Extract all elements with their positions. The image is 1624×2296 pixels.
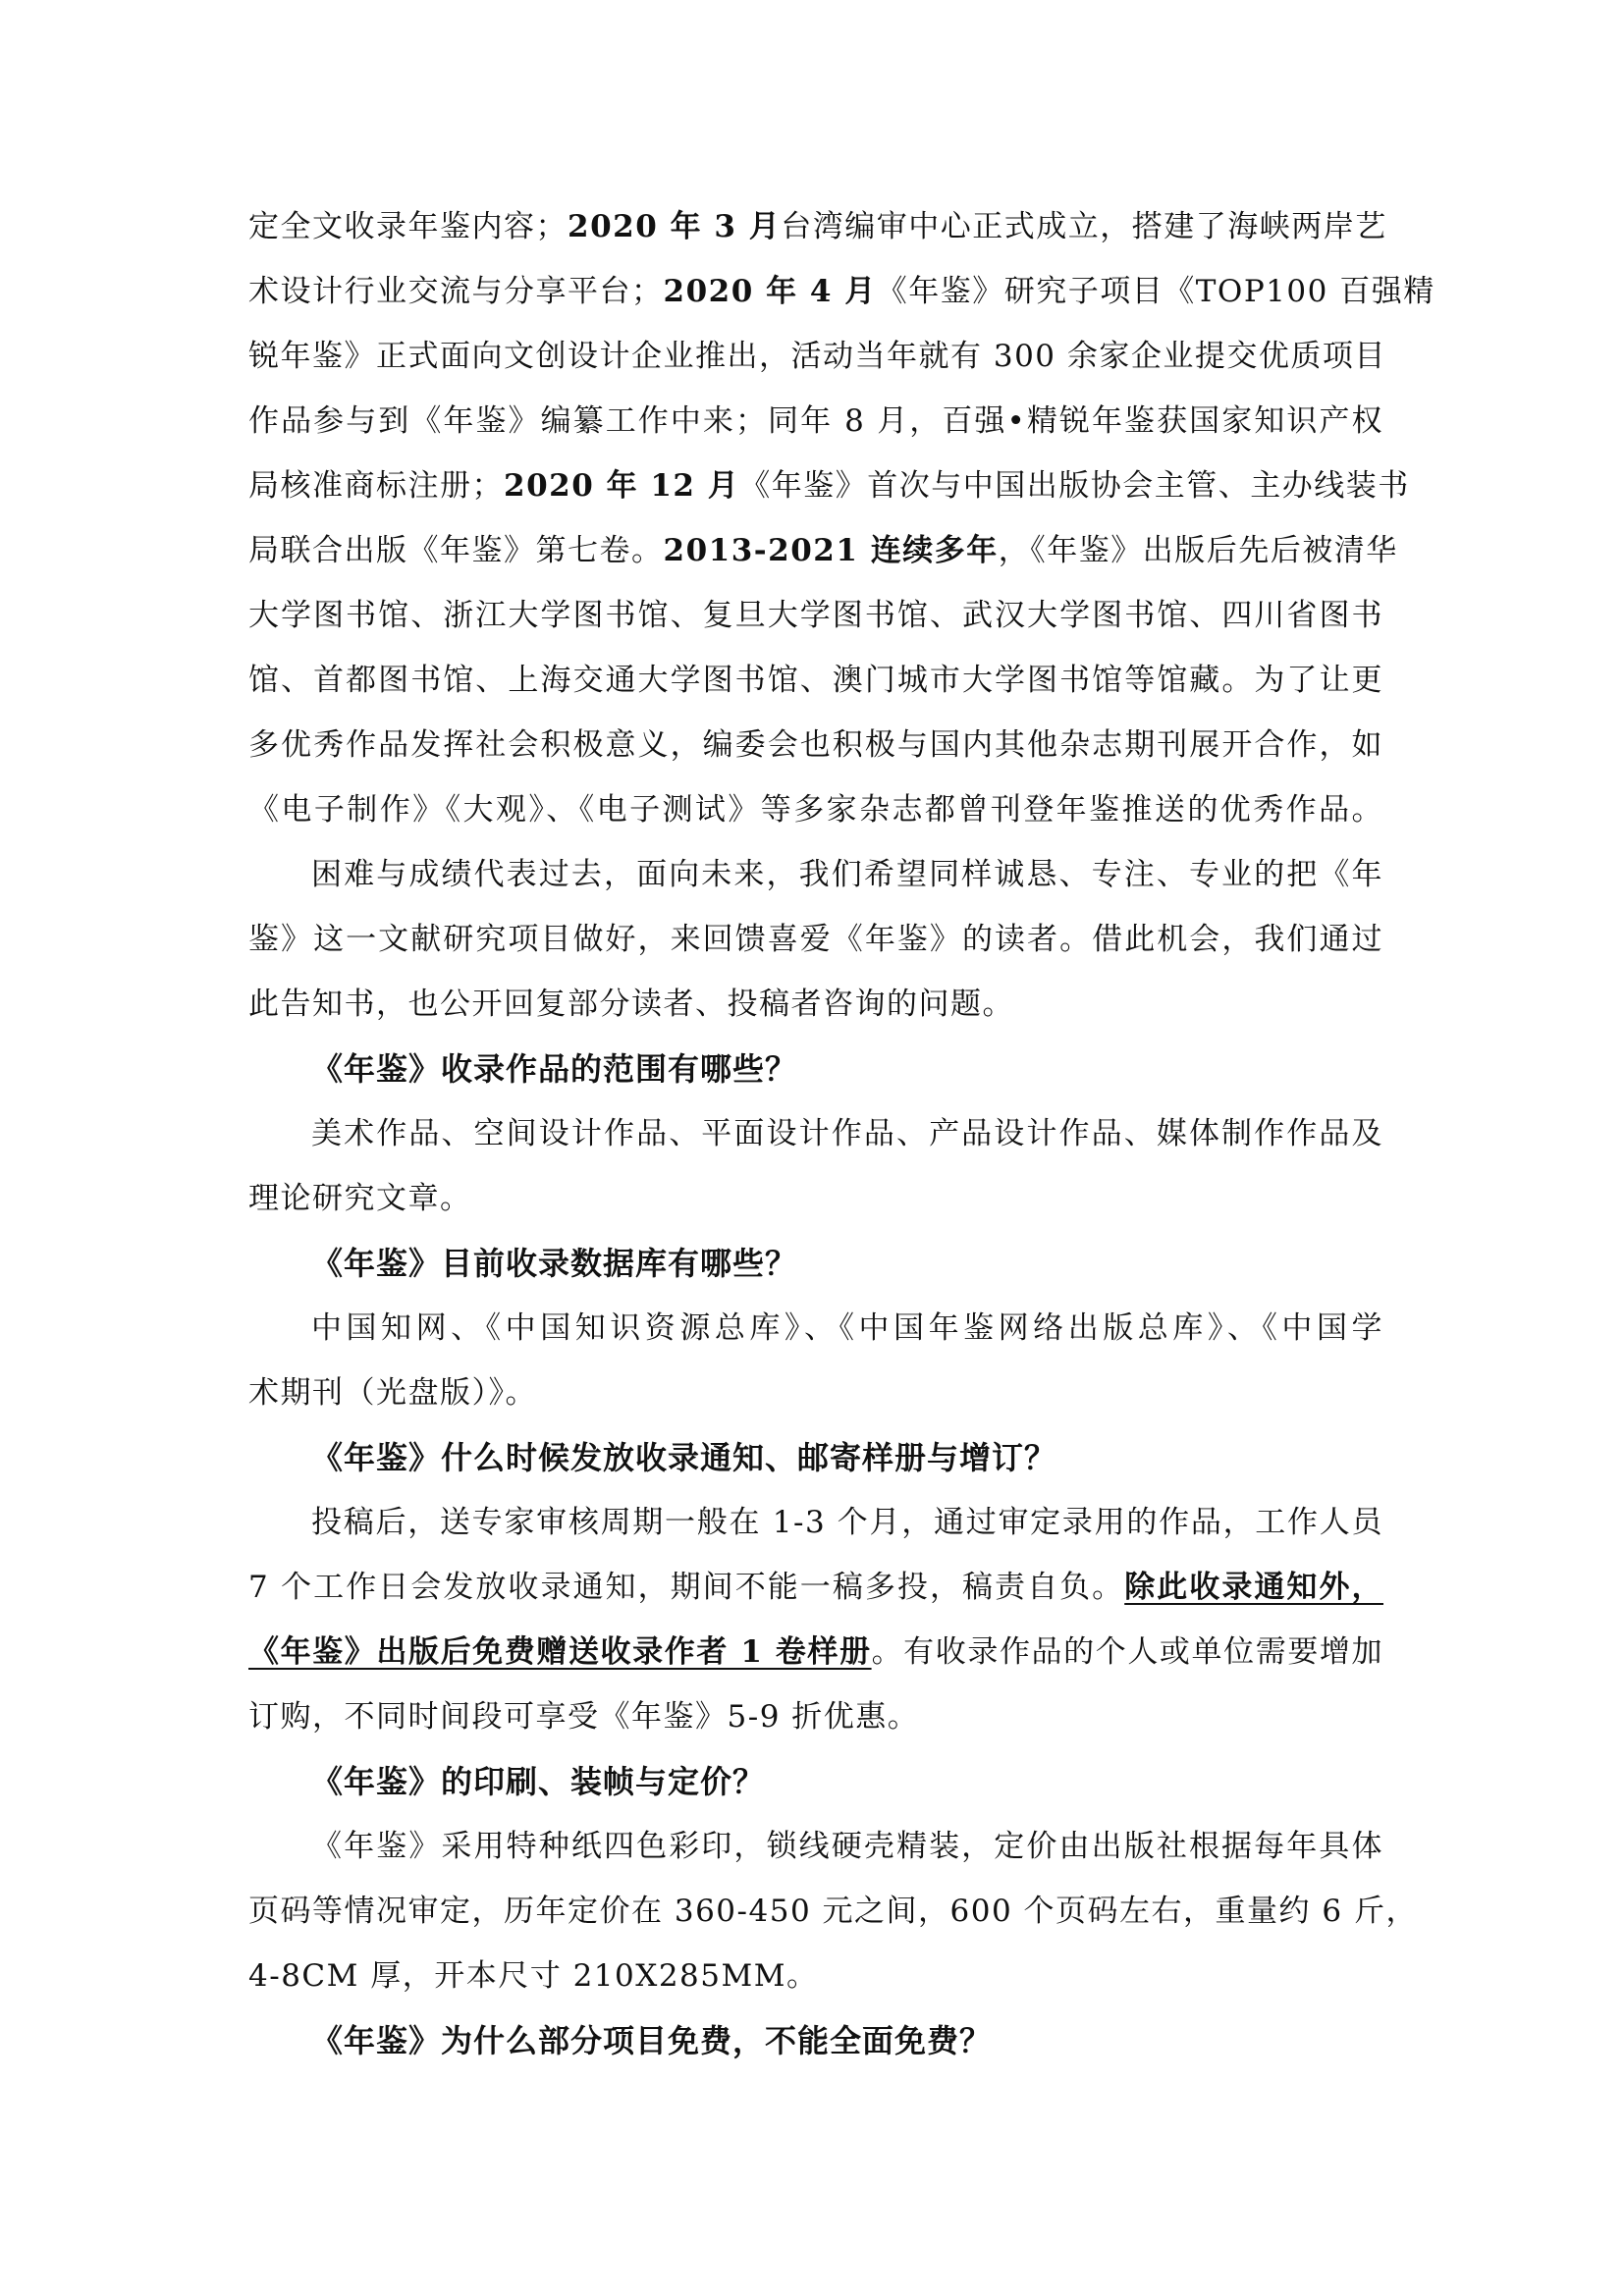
emphasis-underlined: 除此收录通知外， — [1124, 1570, 1384, 1605]
emphasis-date: 2013-2021 连续多年 — [663, 533, 999, 568]
text-run: 多优秀作品发挥社会积极意义，编委会也积极与国内其他杂志期刊展开合作，如 — [248, 727, 1383, 763]
text-run: 。有收录作品的个人或单位需要增加 — [871, 1634, 1384, 1670]
body-line: 页码等情况审定，历年定价在 360-450 元之间，600 个页码左右，重量约 6 斤， — [248, 1894, 1418, 1929]
body-line — [248, 1620, 1383, 1684]
body-line — [248, 518, 1398, 583]
body-line — [248, 1555, 1383, 1620]
body-line — [248, 389, 1383, 454]
text-run: 定全文收录年鉴内容； — [248, 209, 568, 244]
text-run: 术设计行业交流与分享平台； — [248, 274, 664, 309]
body-line: 美术作品、空间设计作品、平面设计作品、产品设计作品、媒体制作作品及 — [311, 1116, 1383, 1151]
document-body — [248, 194, 1435, 2073]
text-run: 局核准商标注册； — [248, 468, 504, 504]
question-heading: 《年鉴》目前收录数据库有哪些？ — [311, 1245, 798, 1282]
body-line — [248, 259, 1435, 324]
body-line — [248, 194, 1387, 259]
emphasis-underlined: 《年鉴》出版后免费赠送收录作者 1 卷样册 — [248, 1634, 872, 1670]
body-line: 4-8CM 厚，开本尺寸 210X285MM。 — [248, 1958, 819, 1994]
text-run: 锐年鉴》正式面向文创设计企业推出，活动当年就有 300 余家企业提交优质项目 — [248, 339, 1386, 374]
body-line: 鉴》这一文献研究项目做好，来回馈喜爱《年鉴》的读者。借此机会，我们通过 — [248, 922, 1383, 957]
text-run: 《电子制作》《大观》、《电子测试》等多家杂志都曾刊登年鉴推送的优秀作品。 — [248, 792, 1383, 828]
body-line — [248, 777, 1383, 842]
question-heading: 《年鉴》为什么部分项目免费，不能全面免费？ — [311, 2022, 993, 2059]
text-run: 局联合出版《年鉴》第七卷。 — [248, 533, 664, 568]
body-line — [248, 713, 1383, 777]
text-run: 台湾编审中心正式成立，搭建了海峡两岸艺 — [781, 209, 1387, 244]
body-line: 理论研究文章。 — [248, 1181, 472, 1216]
body-line: 术期刊（光盘版）》。 — [248, 1375, 537, 1411]
text-run: 《年鉴》首次与中国出版协会主管、主办线装书 — [739, 468, 1410, 504]
body-line: 《年鉴》采用特种纸四色彩印，锁线硬壳精装，定价由出版社根据每年具体 — [311, 1829, 1383, 1864]
text-run: 馆、首都图书馆、上海交通大学图书馆、澳门城市大学图书馆等馆藏。为了让更 — [248, 663, 1383, 698]
body-line: 中国知网、《中国知识资源总库》、《中国年鉴网络出版总库》、《中国学 — [311, 1310, 1383, 1346]
text-run: ，《年鉴》出版后先后被清华 — [998, 533, 1398, 568]
body-line — [248, 648, 1383, 713]
body-line: 订购，不同时间段可享受《年鉴》5-9 折优惠。 — [248, 1699, 920, 1735]
text-run: 大学图书馆、浙江大学图书馆、复旦大学图书馆、武汉大学图书馆、四川省图书 — [248, 598, 1383, 633]
body-line: 此告知书，也公开回复部分读者、投稿者咨询的问题。 — [248, 987, 1014, 1022]
question-heading: 《年鉴》收录作品的范围有哪些？ — [311, 1050, 798, 1088]
text-run: 《年鉴》研究子项目《TOP100 百强精 — [876, 274, 1435, 309]
body-line — [248, 324, 1386, 389]
text-run: 作品参与到《年鉴》编纂工作中来；同年 8 月，百强•精锐年鉴获国家知识产权 — [248, 403, 1383, 439]
text-run: 7 个工作日会发放收录通知，期间不能一稿多投，稿责自负。 — [248, 1570, 1125, 1605]
body-line: 困难与成绩代表过去，面向未来，我们希望同样诚恳、专注、专业的把《年 — [311, 857, 1383, 892]
question-heading: 《年鉴》的印刷、装帧与定价？ — [311, 1763, 766, 1800]
emphasis-date: 2020 年 3 月 — [568, 209, 782, 244]
question-heading: 《年鉴》什么时候发放收录通知、邮寄样册与增订？ — [311, 1439, 1057, 1476]
body-line: 投稿后，送专家审核周期一般在 1-3 个月，通过审定录用的作品，工作人员 — [311, 1505, 1383, 1540]
body-line — [248, 454, 1410, 518]
emphasis-date: 2020 年 4 月 — [663, 274, 877, 309]
emphasis-date: 2020 年 12 月 — [504, 468, 740, 504]
body-line — [248, 583, 1383, 648]
